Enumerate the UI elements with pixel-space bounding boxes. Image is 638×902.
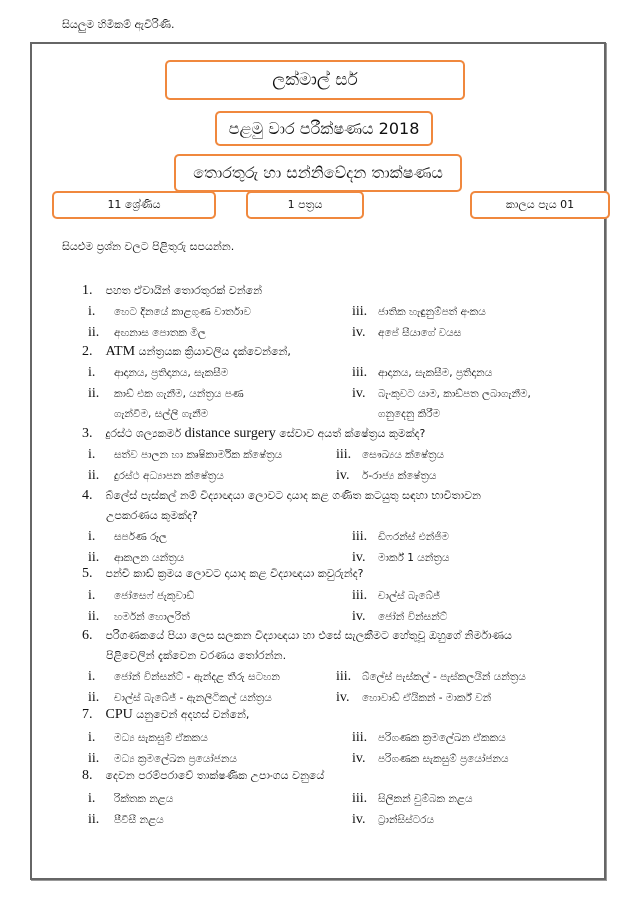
option-number: i. (88, 730, 96, 745)
option-number: i. (88, 588, 96, 603)
option-text: දුරස්ථ අධ්‍යාපන ක්ෂේත්‍රය (114, 470, 224, 482)
option-text: සර්පණ රූල (114, 531, 167, 543)
option-text-cont: ගැන්වීම, සල්ලි ගැනීම (114, 408, 209, 420)
option (352, 323, 461, 343)
option (352, 527, 449, 547)
option (352, 302, 486, 322)
option-text: රික්තක නළය (114, 793, 174, 805)
option (88, 789, 173, 809)
option-text: ආදානය, ප්‍රතිදානය, සැකසීම (114, 367, 229, 379)
option (352, 586, 440, 606)
copyright-notice: සියලුම හිමිකම් ඇවිරිණි. (62, 18, 175, 31)
option-text: චාල්ස් බැබේජ් (378, 590, 441, 602)
option-text: මධ්‍ය ක්‍රමලේඛන ප්‍රයෝජනය (114, 753, 237, 765)
option-text: ජෝසෙෆ් ජැකුවාඩ් (114, 590, 195, 602)
option-number: iv. (352, 609, 366, 624)
option-text: හෙට දිනයේ කාළගුණ වාර්තාව (114, 306, 252, 318)
question-8 (82, 768, 324, 784)
option (336, 445, 444, 465)
option (88, 810, 164, 830)
question-text-cont: පිළිවෙලින් දැක්වෙන වරණය තෝරන්න. (106, 649, 287, 662)
option-number: i. (88, 791, 96, 806)
option-number: ii. (88, 386, 100, 401)
option-number: i. (88, 304, 96, 319)
option-text: ඩිෆරන්ස් එන්ජිම (378, 531, 449, 543)
question-text: යනුවෙන් අදහස් වන්නේ, (132, 708, 250, 721)
option-text: මාර්ක් 1 යන්ත්‍රය (378, 552, 450, 564)
question-term: distance surgery (184, 426, 276, 441)
option-number: iv. (336, 690, 350, 705)
option (336, 466, 436, 486)
option-number: iii. (352, 730, 368, 745)
option-text: ට්‍රාන්සිස්ටරය (378, 814, 435, 826)
option-number: ii. (88, 325, 100, 340)
duration-label: කාලය පැය 01 (505, 198, 575, 211)
teacher-name: ලක්මාල් සර් (272, 70, 358, 90)
option-number: iii. (352, 529, 368, 544)
option (88, 667, 280, 687)
option (352, 607, 447, 627)
paper-box (246, 191, 364, 219)
option-number: iii. (336, 447, 352, 462)
option-text: බ්ලේස් පැස්කල් - පැස්කලයින් යන්ත්‍රය (362, 671, 526, 683)
subject-box (174, 154, 462, 192)
grade-label: 11 ශ්‍රේණිය (107, 198, 161, 211)
option-number: ii. (88, 751, 100, 766)
option-number: i. (88, 365, 96, 380)
option-text: ජෝන් වින්සන්ට් - ඇන්දළ තීරු සටහන (114, 671, 280, 683)
question-1 (82, 283, 262, 299)
option (88, 323, 206, 343)
option-number: iii. (352, 365, 368, 380)
option (336, 688, 491, 708)
option-text: ආකලන යන්ත්‍රය (114, 552, 185, 564)
option-number: iii. (352, 304, 368, 319)
option-text: පරිගණක ක්‍රමලේඛන ඒකකය (378, 732, 506, 744)
option-number: ii. (88, 550, 100, 565)
teacher-name-box (165, 60, 465, 100)
option-number: iv. (352, 325, 366, 340)
paper-label: 1 පත්‍රය (287, 198, 323, 211)
option-number: iii. (352, 791, 368, 806)
option-text: ර්-රාජ්‍ය ක්ෂේත්‍රය (362, 470, 437, 482)
option (88, 445, 282, 465)
question-text-cont: උපකරණය කුමක්ද? (106, 509, 198, 522)
option (88, 527, 167, 547)
option-text: චාල්ස් බැබේජ් - ඇනලිටිකල් යන්ත්‍රය (114, 692, 272, 704)
option-number: iv. (352, 550, 366, 565)
option-text: ආදානය, සැකසීම, ප්‍රතිදානය (378, 367, 493, 379)
option (352, 728, 506, 748)
option (88, 302, 251, 322)
option (88, 548, 184, 568)
question-3 (82, 426, 425, 442)
option (352, 548, 449, 568)
option (352, 789, 473, 809)
question-text: යන්ත්‍රයක ක්‍රියාවලිය දැක්වෙන්නේ, (135, 345, 291, 358)
option-number: iv. (352, 751, 366, 766)
option-number: iv. (352, 812, 366, 827)
option-number: iii. (352, 588, 368, 603)
option-text: අඟනාස පොතක මිල (114, 327, 206, 339)
question-number: 5. (82, 566, 93, 581)
option (352, 810, 434, 830)
option-text: ජෝන් වින්සන්ට් (378, 611, 448, 623)
option-number: ii. (88, 609, 100, 624)
exam-title: පළමු වාර පරීක්ෂණය 2018 (228, 118, 420, 138)
grade-box (52, 191, 216, 219)
question-text: දුරස්ථ ශල්‍යකර්ම (105, 427, 185, 440)
option (352, 363, 492, 383)
option (352, 384, 531, 424)
question-number: 8. (82, 768, 93, 783)
option (88, 749, 237, 769)
question-7 (82, 707, 249, 723)
question-text-cont: සේවාව අයත් ක්ෂේත්‍රය කුමක්ද? (275, 427, 426, 440)
option-text: අපේ සීයාගේ වයස (378, 327, 462, 339)
option-number: i. (88, 669, 96, 684)
question-text: පන්චි කාඩ් ක්‍රමය ලොවට දායාද කළ විද්‍යාඥයා කවුරුන්ද? (105, 567, 364, 580)
subject-title: තොරතුරු හා සන්නිවේදන තාක්ෂණය (193, 163, 443, 182)
question-text: පහත ඒවායින් තොරතුරක් වන්නේ (105, 284, 263, 297)
option (88, 728, 208, 748)
option (88, 384, 244, 424)
question-2 (82, 344, 291, 360)
question-5 (82, 566, 363, 582)
option (88, 586, 194, 606)
option-text-cont: ගනුදෙනු කිරීම (378, 408, 441, 420)
option-number: i. (88, 529, 96, 544)
option (88, 607, 190, 627)
option (88, 363, 228, 383)
question-term: ATM (105, 344, 136, 359)
option-text: හොවාඩ් ඒයිකන් - මාර්ක් වන් (362, 692, 492, 704)
question-number: 2. (82, 344, 93, 359)
question-6 (82, 626, 512, 666)
option-number: iv. (336, 468, 350, 483)
option (352, 749, 509, 769)
option-number: iii. (336, 669, 352, 684)
question-number: 4. (82, 488, 93, 503)
option-number: ii. (88, 812, 100, 827)
option-number: ii. (88, 690, 100, 705)
instructions: සියළුම ප්‍රශ්න වලට පිළිතුරු සපයන්න. (62, 240, 235, 253)
question-term: CPU (105, 707, 133, 722)
option-text: පරිගණක සැකසුම් ප්‍රයෝජනය (378, 753, 509, 765)
option (336, 667, 526, 687)
option-text: හර්මන් හොලරිත් (114, 611, 190, 623)
option (88, 466, 224, 486)
option-number: iv. (352, 386, 366, 401)
question-number: 1. (82, 283, 93, 298)
option-text: මධ්‍ය සැකසුම් ඒකකය (114, 732, 208, 744)
option-number: ii. (88, 468, 100, 483)
question-text: පරිගණකයේ පියා ලෙස සලකන විද්‍යාඥයා හා එසේ සැලකීමට හේතුවූ ඔහුගේ නිර්මාණය (105, 629, 512, 642)
question-number: 7. (82, 707, 93, 722)
option-text: සෞඛ්‍යය ක්ෂේත්‍රය (362, 449, 445, 461)
option-text: පීවීසී නළය (114, 814, 164, 826)
question-text: බ්ලේස් පැස්කල් නම් විද්‍යාඥයා ලොවට දායාද කළ ගණිත කටයුතු සඳහා භාවිතාවන (105, 489, 481, 502)
question-number: 6. (82, 628, 93, 643)
option-text: සිලිකන් චුම්බක නළය (378, 793, 473, 805)
option-text: සත්ව පාලන හා කෘෂිකාර්මික ක්ෂේත්‍රය (114, 449, 283, 461)
question-4 (82, 486, 481, 526)
option-text: ජාතික හැඳුනුම්පත් අංකය (378, 306, 486, 318)
option-text: කාඩ් එක ගැනීම, යන්ත්‍රය පණ (114, 388, 244, 400)
option-number: i. (88, 447, 96, 462)
option-text: බැංකුවට යාම, කාඩ්පත ලබාගැනීම, (378, 388, 531, 400)
question-text: දෙවන පරම්පරාවේ තාක්ෂණික උපාංගය වනුයේ (105, 769, 325, 782)
question-number: 3. (82, 426, 93, 441)
duration-box (470, 191, 610, 219)
exam-title-box (215, 111, 433, 146)
option (88, 688, 272, 708)
